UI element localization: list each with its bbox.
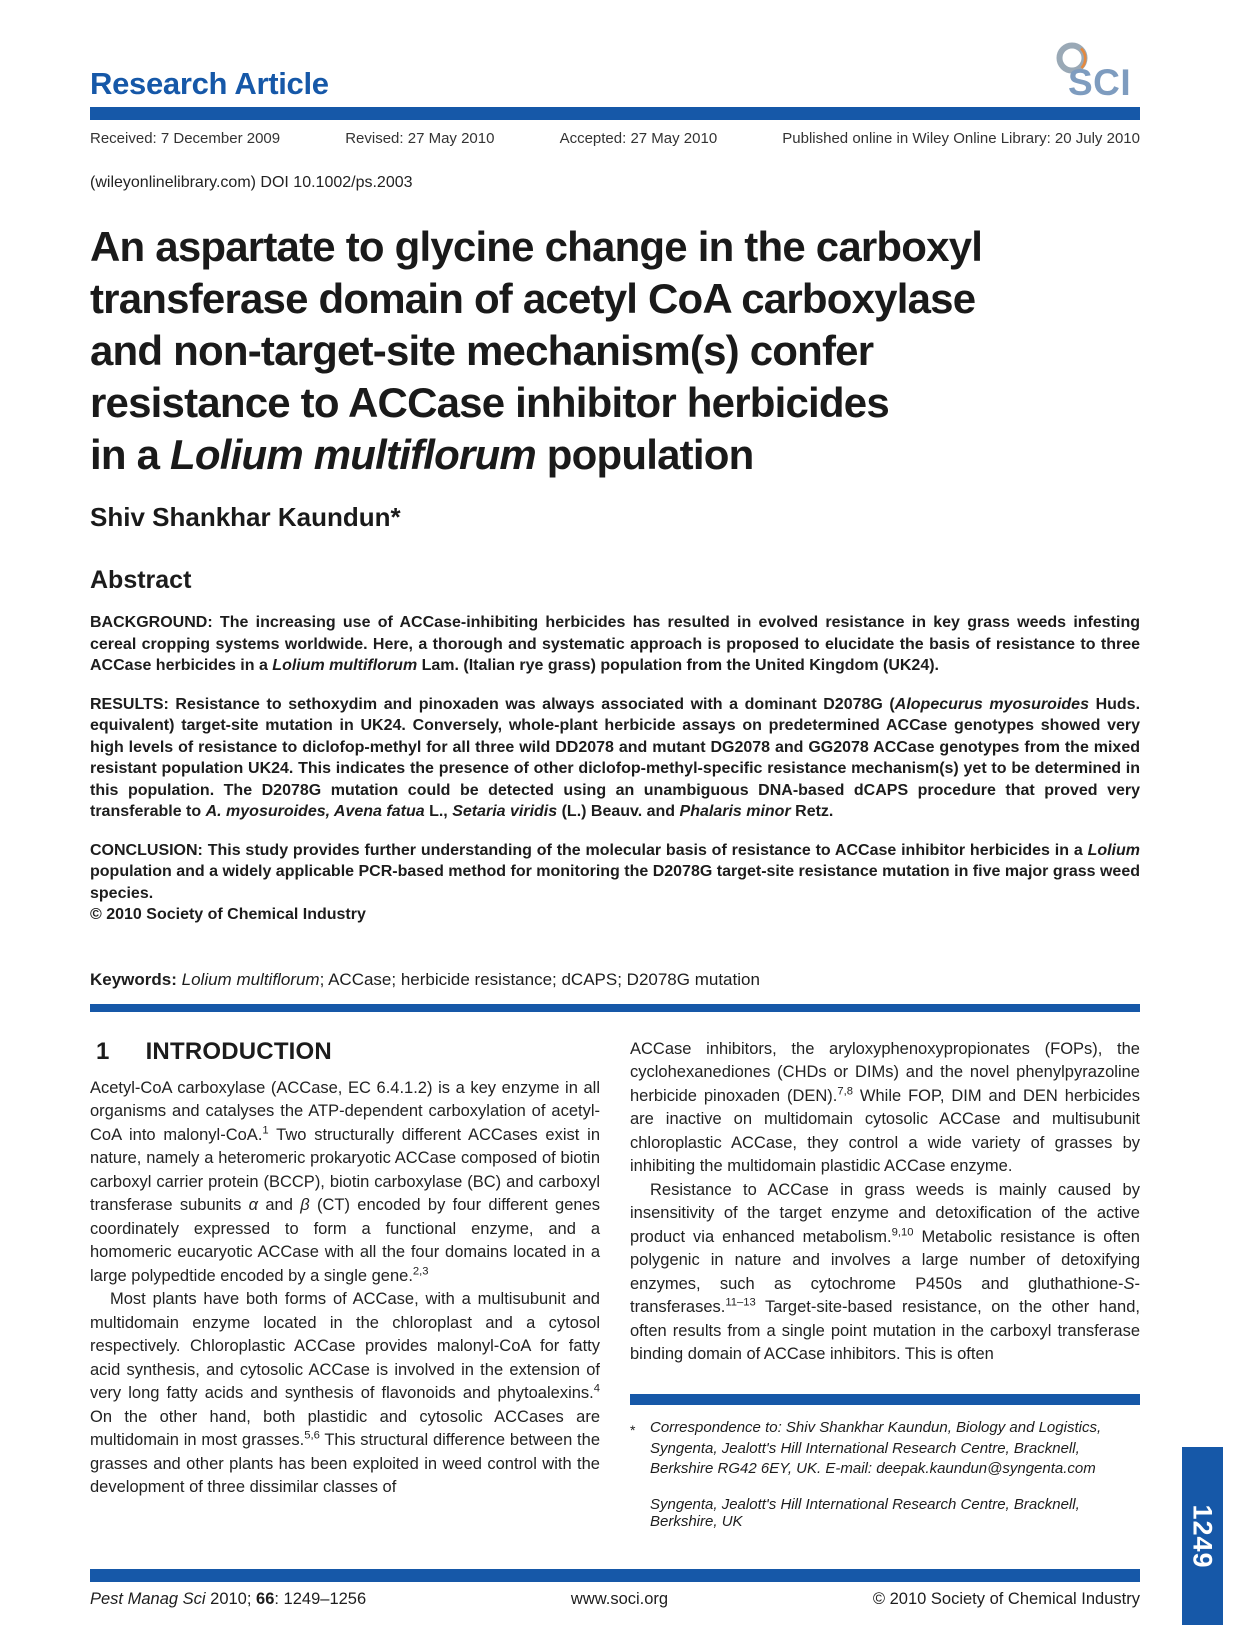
- footer-rule: [90, 1569, 1140, 1582]
- article-title: An aspartate to glycine change in the carboxyl transferase domain of acetyl CoA carboxylase and non-target-site mechanism(s) confer resistance to ACCase inhibitor herbicides in a Lolium multiflorum population: [90, 223, 983, 478]
- dates-row: [90, 130, 1140, 147]
- section-divider-rule: [90, 1004, 1140, 1012]
- right-column: [630, 1038, 1140, 1530]
- header-rule: [90, 107, 1140, 120]
- left-column: [90, 1038, 600, 1530]
- author-name: Shiv Shankhar Kaundun*: [90, 502, 401, 532]
- society-url: www.soci.org: [570, 1590, 669, 1608]
- intro-paragraph-1: Acetyl-CoA carboxylase (ACCase, EC 6.4.1.2) is a key enzyme in all organisms and catalyses the ATP-dependent carboxylation of acetyl-CoA into malonyl-CoA.$^1$ Two structurally different ACCases exist in nature, namely a heteromeric prokaryotic ACCase composed of biotin carboxyl carrier protein (BCCP), biotin carboxylase (BC) and carboxyl transferase subunits α and β (CT) encoded by four different genes coordinately expressed to form a functional enzyme, and a homomeric eucaryotic ACCase with all the four domains located in a large polypedtide encoded by a single gene.$^{2,3}$: [90, 1078, 601, 1285]
- abstract-results: RESULTS: Resistance to sethoxydim and pinoxaden was always associated with a dominant D2078G (Alopecurus myosuroides Huds. equivalent) target-site mutation in UK24. Conversely, whole-plant herbicide assays on predetermined ACCase genotypes showed very high levels of resistance to diclofop-methyl for all three wild DD2078 and mutant DG2078 and GG2078 ACCase genotypes from the mixed resistant population UK24. This indicates the presence of other diclofop-methyl-specific resistance mechanism(s) yet to be determined in this population. The D2078G mutation could be detected using an unambiguous DNA-based dCAPS procedure that proved very transferable to A. myosuroides, Avena fatua L., Setaria viridis (L.) Beauv. and Phalaris minor Retz.: [90, 695, 1141, 820]
- footnote-rule: [630, 1394, 1140, 1405]
- abstract-conclusion: CONCLUSION: This study provides further understanding of the molecular basis of resistance to ACCase inhibitor herbicides in a Lolium population and a widely applicable PCR-based method for monitoring the D2078G target-site resistance mutation in five major grass weed species.: [90, 841, 1140, 902]
- footnote-block: [630, 1394, 1140, 1530]
- journal-citation: Pest Manag Sci 2010; 66: 1249–1256: [90, 1590, 367, 1608]
- sci-logo: [1042, 40, 1140, 104]
- page-content: [90, 0, 1140, 1530]
- page-number: 1249: [1188, 1503, 1219, 1569]
- abstract-background: BACKGROUND: The increasing use of ACCase-inhibiting herbicides has resulted in evolved resistance in key grass weeds infesting cereal cropping systems worldwide. Here, a thorough and systematic approach is proposed to elucidate the basis of resistance to three ACCase herbicides in a Lolium multiflorum Lam. (Italian rye grass) population from the United Kingdom (UK24).: [90, 614, 1140, 674]
- section-number: 1: [96, 1037, 110, 1065]
- intro-paragraph-2: Most plants have both forms of ACCase, with a multisubunit and multidomain enzyme located in the chloroplast and a cytosol respectively. Chloroplastic ACCase provides malonyl-CoA for fatty acid synthesis, and cytosolic ACCase is involved in the extension of very long fatty acids and synthesis of flavonoids and phytoalexins.$^4$ On the other hand, both plastidic and cytosolic ACCases are multidomain in most grasses.$^{5,6}$ This structural difference between the grasses and other plants has been exploited in weed control with the development of three dissimilar classes of: [90, 1290, 600, 1496]
- affiliation-text: Syngenta, Jealott's Hill International Research Centre, Bracknell, Berkshire, UK: [650, 1495, 1080, 1530]
- keywords-line: Keywords: Lolium multiflorum; ACCase; herbicide resistance; dCAPS; D2078G mutation: [90, 969, 760, 989]
- footer-copyright: © 2010 Society of Chemical Industry: [872, 1590, 1140, 1608]
- received-date: Received: 7 December 2009: [90, 130, 281, 147]
- footnote-marker: *: [630, 1422, 636, 1438]
- page-footer: [90, 1569, 1140, 1609]
- article-type-label: Research Article: [90, 66, 329, 101]
- sci-logo-text: SCI: [1068, 62, 1132, 103]
- footer-row: [90, 1590, 1140, 1609]
- accepted-date: Accepted: 27 May 2010: [559, 130, 718, 147]
- introduction-heading: [90, 1038, 600, 1066]
- published-online: Published online in Wiley Online Library: 20 July 2010: [782, 130, 1140, 147]
- abstract-heading: Abstract: [90, 566, 192, 594]
- intro-paragraph-3: ACCase inhibitors, the aryloxyphenoxypropionates (FOPs), the cyclohexanediones (CHDs or DIMs) and the novel phenylpyrazoline herbicide pinoxaden (DEN).$^{7,8}$ While FOP, DIM and DEN herbicides are inactive on multidomain cytosolic ACCase and multisubunit chloroplastic ACCase, they control a wide variety of grasses by inhibiting the multidomain plastidic ACCase enzyme.: [630, 1039, 1140, 1175]
- two-column-body: [90, 1038, 1140, 1530]
- section-title: INTRODUCTION: [145, 1037, 332, 1065]
- correspondence-text: Correspondence to: Shiv Shankhar Kaundun, Biology and Logistics, Syngenta, Jealott's Hill International Research Centre, Bracknell, Berkshire RG42 6EY, UK. E-mail: deepak.kaundun@syngenta.com: [650, 1419, 1102, 1477]
- intro-paragraph-4: Resistance to ACCase in grass weeds is mainly caused by insensitivity of the target enzyme and detoxification of the active product via enhanced metabolism.$^{9,10}$ Metabolic resistance is often polygenic in nature and involves a large number of detoxifying enzymes, such as cytochrome P450s and gluthathione-S-transferases.$^{11-13}$ Target-site-based resistance, on the other hand, often results from a single point mutation in the carboxyl transferase binding domain of ACCase inhibitors. This is often: [630, 1180, 1140, 1363]
- doi-line: (wileyonlinelibrary.com) DOI 10.1002/ps.2003: [90, 174, 413, 191]
- abstract-copyright: © 2010 Society of Chemical Industry: [90, 906, 366, 923]
- page-header: [90, 44, 1140, 102]
- revised-date: Revised: 27 May 2010: [345, 130, 495, 147]
- correspondence-footnote: [630, 1418, 1140, 1480]
- page-number-tab: [1182, 1447, 1223, 1625]
